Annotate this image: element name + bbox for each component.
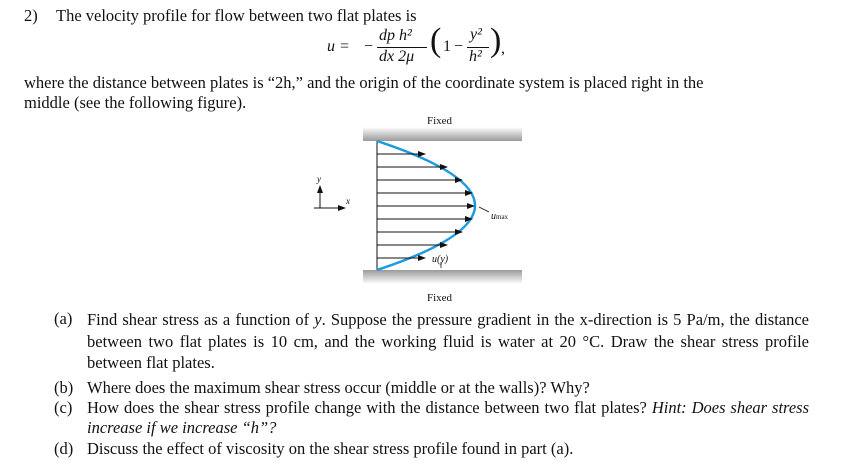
umax-leader <box>479 207 489 212</box>
eq-inner-num: y² <box>470 26 482 43</box>
velocity-arrows <box>377 154 474 258</box>
eq-inner-den: h² <box>469 48 482 65</box>
eq-one: 1 <box>443 38 451 55</box>
axis-y-label: y <box>317 174 321 184</box>
eq-left-paren: ( <box>430 22 442 59</box>
question-b-label: (b) <box>54 378 74 397</box>
text-line-2: middle (see the following figure). <box>24 93 247 112</box>
question-b-text: Where does the maximum shear stress occur (middle or at the walls)? Why? <box>87 378 590 397</box>
problem-number: 2) <box>24 6 38 25</box>
coordinate-axes <box>314 186 345 208</box>
eq-minus: − <box>364 38 374 55</box>
question-d-text: Discuss the effect of viscosity on the shear stress profile found in part (a). <box>87 439 574 458</box>
top-plate <box>363 127 522 141</box>
text-line-1: where the distance between plates is “2h,” and the origin of the coordinate system is placed right in the <box>24 73 704 92</box>
top-fixed-label: Fixed <box>427 115 453 127</box>
question-a-label: (a) <box>54 309 73 328</box>
question-c-label: (c) <box>54 398 73 417</box>
problem-intro: The velocity profile for flow between two flat plates is <box>56 6 417 25</box>
eq-right-paren: ) <box>490 22 502 59</box>
question-a-text: Find shear stress as a function of y. Suppose the pressure gradient in the x-direction is 5 Pa/m, the distance between two flat plates is 10 cm, and the working fluid is water at 20 °C. Draw the shear stress profile between flat plates. <box>87 310 810 372</box>
question-c-text: How does the shear stress profile change with the distance between two flat plates? Hint: Does shear stress increase if we increase “h”? <box>87 398 809 437</box>
eq-lhs: u = <box>327 38 350 55</box>
question-d-label: (d) <box>54 439 74 458</box>
umax-label: umax <box>491 211 509 222</box>
eq-den: dx 2μ <box>379 48 415 65</box>
eq-num: dp h² <box>379 27 412 44</box>
axis-x-label: x <box>346 196 350 206</box>
bottom-fixed-label: Fixed <box>427 292 453 304</box>
bottom-plate <box>363 270 522 284</box>
uy-label: u(y) <box>432 254 449 265</box>
eq-comma: , <box>501 40 505 57</box>
eq-inner-minus: − <box>454 38 464 55</box>
